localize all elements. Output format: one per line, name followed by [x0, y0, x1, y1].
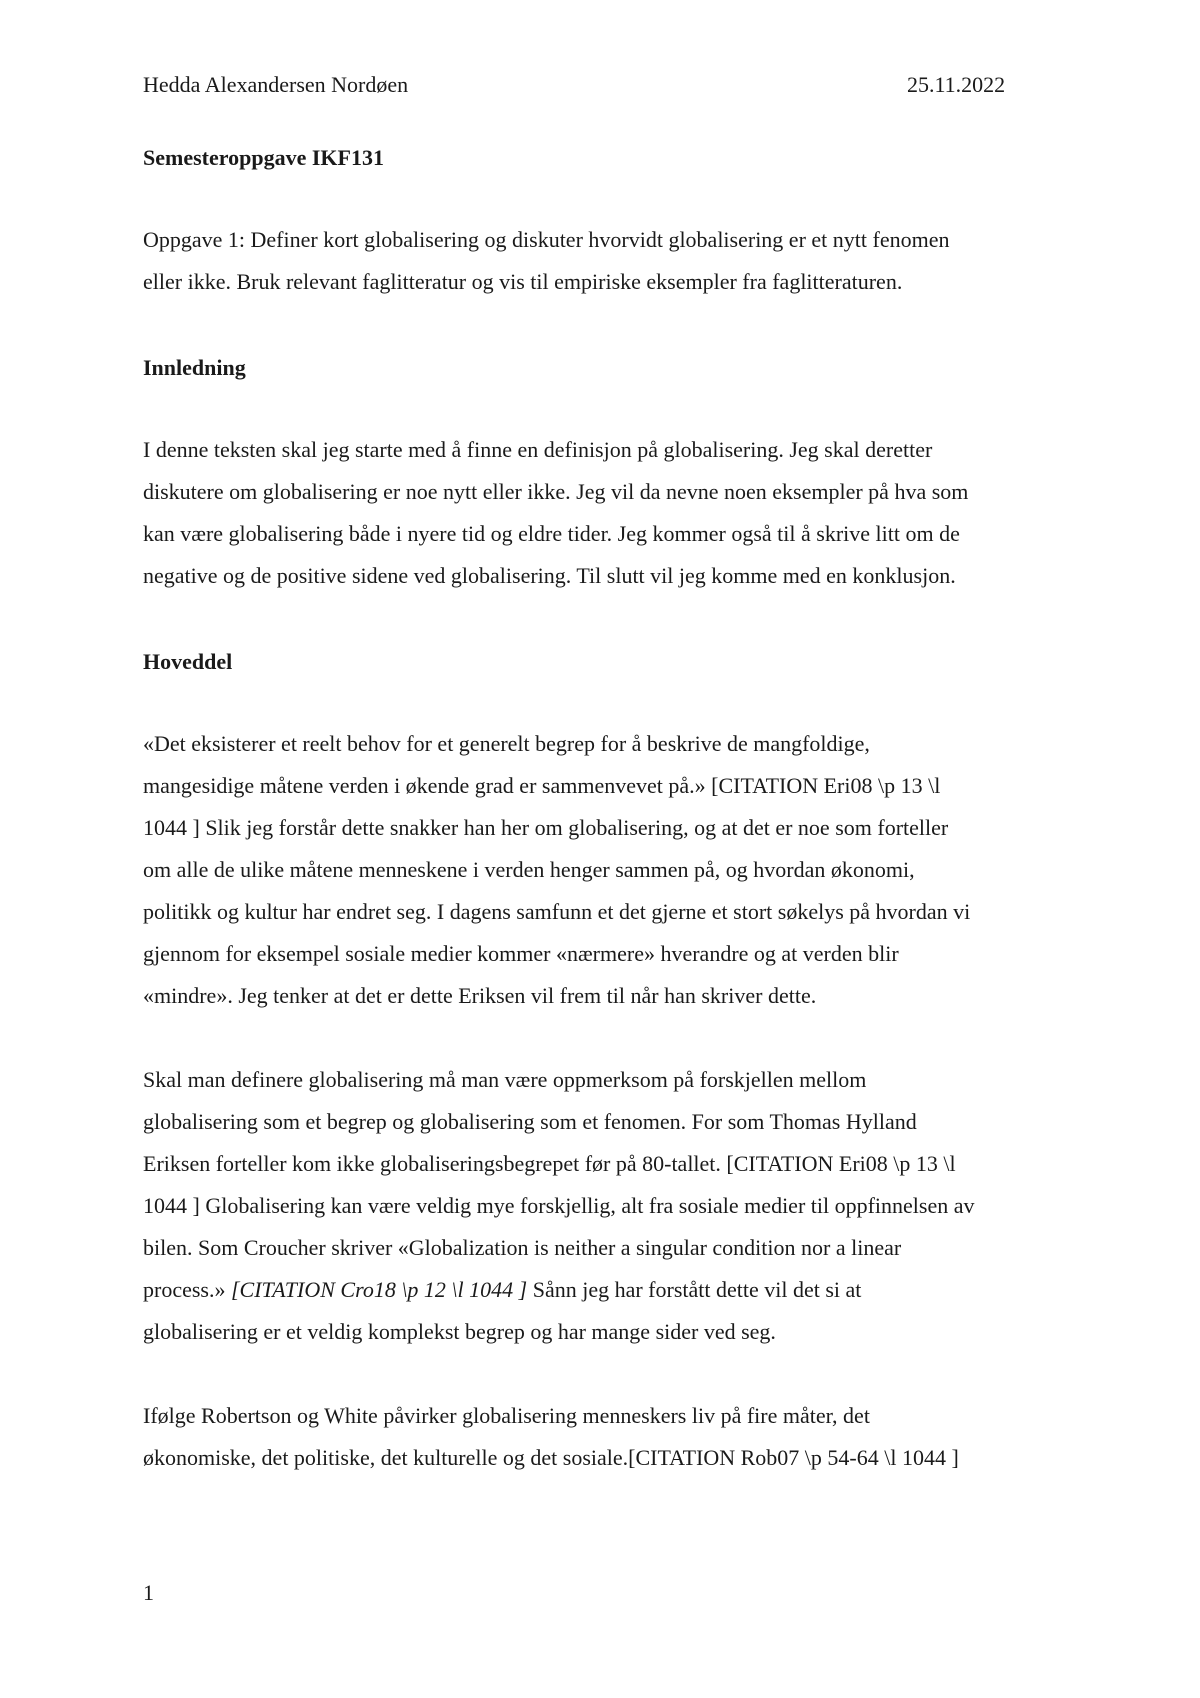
paragraph-line: 1044 ] Slik jeg forstår dette snakker han her om globalisering, og at det er noe som forteller — [143, 815, 949, 840]
paragraph-line: Ifølge Robertson og White påvirker globalisering menneskers liv på fire måter, det — [143, 1403, 870, 1428]
line-post: Sånn jeg har forstått dette vil det si at — [527, 1277, 862, 1302]
italic-citation: [CITATION Cro18 \p 12 \l 1044 ] — [230, 1277, 528, 1302]
intro-paragraph — [143, 429, 1063, 597]
main-paragraph-1 — [143, 723, 1063, 1017]
paragraph-line: mangesidige måtene verden i økende grad er sammenvevet på.» [CITATION Eri08 \p 13 \l — [143, 773, 941, 798]
intro-line: I denne teksten skal jeg starte med å finne en definisjon på globalisering. Jeg skal deretter — [143, 437, 933, 462]
paragraph-line: 1044 ] Globalisering kan være veldig mye forskjellig, alt fra sosiale medier til oppfinnelsen av — [143, 1193, 975, 1218]
paragraph-line: bilen. Som Croucher skriver «Globalization is neither a singular condition nor a linear — [143, 1235, 902, 1260]
assignment-paragraph — [143, 219, 1063, 303]
section-heading-main: Hoveddel — [143, 649, 233, 674]
paragraph-line: økonomiske, det politiske, det kulturelle og det sosiale.[CITATION Rob07 \p 54-64 \l 1044 ] — [143, 1445, 959, 1470]
assignment-line: eller ikke. Bruk relevant faglitteratur og vis til empiriske eksempler fra faglitteraturen. — [143, 269, 903, 294]
intro-line: diskutere om globalisering er noe nytt eller ikke. Jeg vil da nevne noen eksempler på hva som — [143, 479, 969, 504]
paragraph-line: globalisering som et begrep og globalisering som et fenomen. For som Thomas Hylland — [143, 1109, 917, 1134]
intro-line: kan være globalisering både i nyere tid og eldre tider. Jeg kommer også til å skrive litt om de — [143, 521, 960, 546]
assignment-line: Oppgave 1: Definer kort globalisering og diskuter hvorvidt globalisering er et nytt fenomen — [143, 227, 950, 252]
paragraph-line: Skal man definere globalisering må man være oppmerksom på forskjellen mellom — [143, 1067, 867, 1092]
section-heading-intro: Innledning — [143, 355, 246, 380]
header-author: Hedda Alexandersen Nordøen — [143, 72, 409, 97]
header-date: 25.11.2022 — [907, 72, 1006, 97]
main-paragraph-2 — [143, 1059, 1063, 1353]
paragraph-line: «Det eksisterer et reelt behov for et generelt begrep for å beskrive de mangfoldige, — [143, 731, 870, 756]
intro-line: negative og de positive sidene ved globalisering. Til slutt vil jeg komme med en konklusjon. — [143, 563, 956, 588]
main-paragraph-3 — [143, 1395, 1063, 1479]
paragraph-line: gjennom for eksempel sosiale medier kommer «nærmere» hverandre og at verden blir — [143, 941, 899, 966]
paragraph-line: Eriksen forteller kom ikke globaliseringsbegrepet før på 80-tallet. [CITATION Eri08 \p 13 \l — [143, 1151, 956, 1176]
line-pre: process.» — [143, 1277, 231, 1302]
paragraph-line: politikk og kultur har endret seg. I dagens samfunn et det gjerne et stort søkelys på hvordan vi — [143, 899, 971, 924]
page-number: 1 — [143, 1580, 154, 1605]
paragraph-line-with-citation — [143, 1269, 1063, 1311]
paragraph-line: om alle de ulike måtene menneskene i verden henger sammen på, og hvordan økonomi, — [143, 857, 915, 882]
paragraph-line: globalisering er et veldig komplekst begrep og har mange sider ved seg. — [143, 1319, 776, 1344]
paragraph-line: «mindre». Jeg tenker at det er dette Eriksen vil frem til når han skriver dette. — [143, 983, 817, 1008]
document-title: Semesteroppgave IKF131 — [143, 145, 384, 170]
